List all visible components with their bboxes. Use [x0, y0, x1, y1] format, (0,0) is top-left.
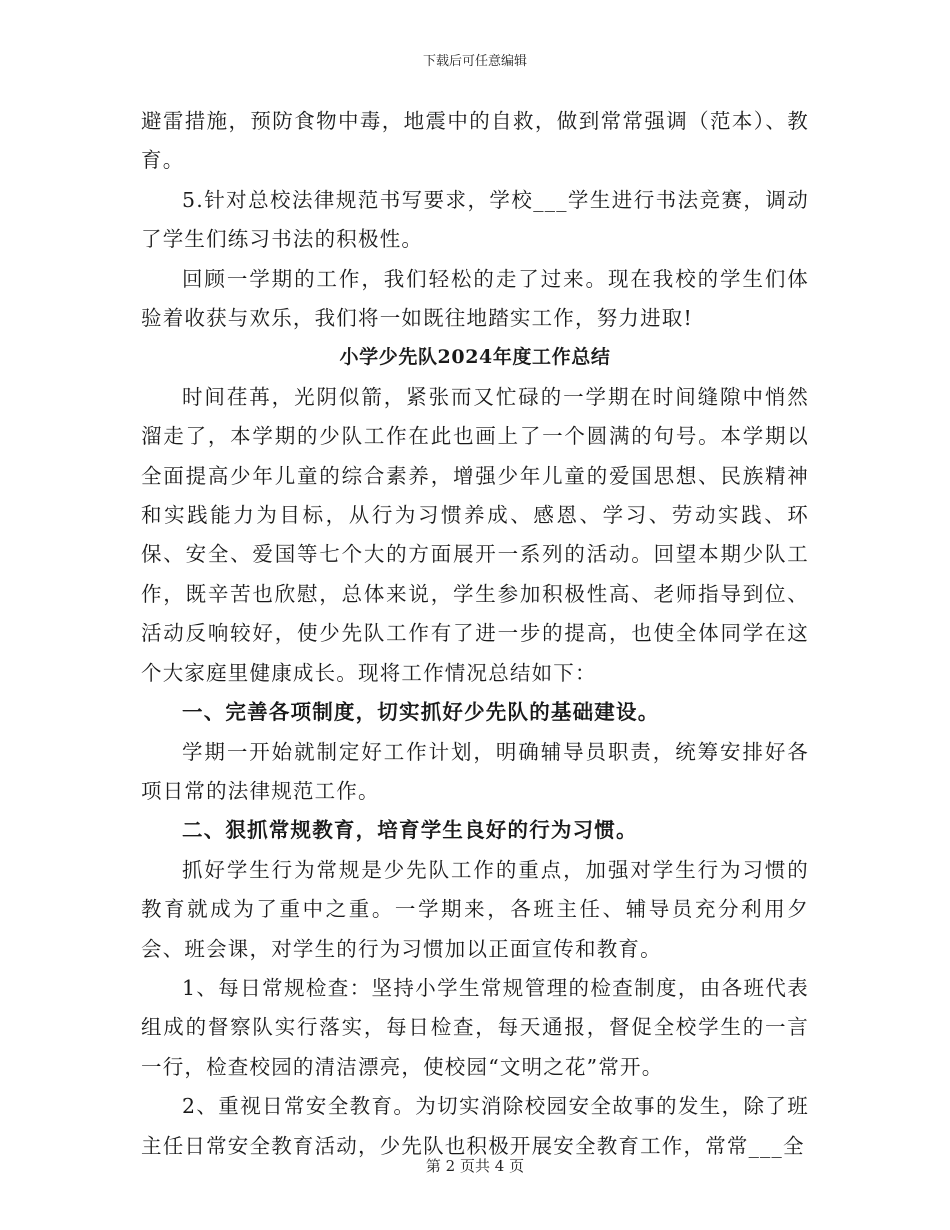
- paragraph-review: 回顾一学期的工作，我们轻松的走了过来。现在我校的学生们体验着收获与欢乐，我们将一如既往地踏实工作，努力进取!: [141, 266, 809, 331]
- paragraph-item-5: 5.针对总校法律规范书写要求，学校___学生进行书法竞赛，调动了学生们练习书法的积极性。: [141, 187, 809, 252]
- heading-section-one: 一、完善各项制度，切实抓好少先队的基础建设。: [182, 700, 660, 725]
- heading-section-two: 二、狠抓常规教育，培育学生良好的行为习惯。: [182, 818, 638, 843]
- section-title: 小学少先队2024年度工作总结: [339, 346, 611, 369]
- paragraph-section-one: 学期一开始就制定好工作计划，明确辅导员职责，统筹安排好各项日常的法律规范工作。: [141, 739, 809, 803]
- document-body: [141, 102, 809, 1166]
- page-number: 第 2 页共 4 页: [425, 1157, 525, 1175]
- paragraph-section-two: 抓好学生行为常规是少先队工作的重点，加强对学生行为习惯的教育就成为了重中之重。一学期来，各班主任、辅导员充分利用夕会、班会课，对学生的行为习惯加以正面宣传和教育。: [141, 857, 809, 961]
- paragraph-continued: 避雷措施，预防食物中毒，地震中的自救，做到常常强调（范本）、教育。: [141, 109, 809, 173]
- paragraph-safety-education: 2、重视日常安全教育。为切实消除校园安全故事的发生，除了班主任日常安全教育活动，少先队也积极开展安全教育工作，常常___全: [141, 1094, 809, 1158]
- paragraph-daily-check: 1、每日常规检查：坚持小学生常规管理的检查制度，由各班代表组成的督察队实行落实，每日检查，每天通报，督促全校学生的一言一行，检查校园的清洁漂亮，使校园“文明之花”常开。: [141, 975, 809, 1079]
- paragraph-intro: 时间荏苒，光阴似箭，紧张而又忙碌的一学期在时间缝隙中悄然溜走了，本学期的少队工作在此也画上了一个圆满的句号。本学期以全面提高少年儿童的综合素养，增强少年儿童的爱国思想、民族精神和实践能力为目标，从行为习惯养成、感恩、学习、劳动实践、环保、安全、爱国等七个大的方面展开一系列的活动。回望本期少队工作，既辛苦也欣慰，总体来说，学生参加积极性高、老师指导到位、活动反响较好，使少先队工作有了进一步的提高，也使全体同学在这个大家庭里健康成长。现将工作情况总结如下：: [141, 384, 809, 685]
- page-header-note: 下载后可任意编辑: [422, 54, 527, 69]
